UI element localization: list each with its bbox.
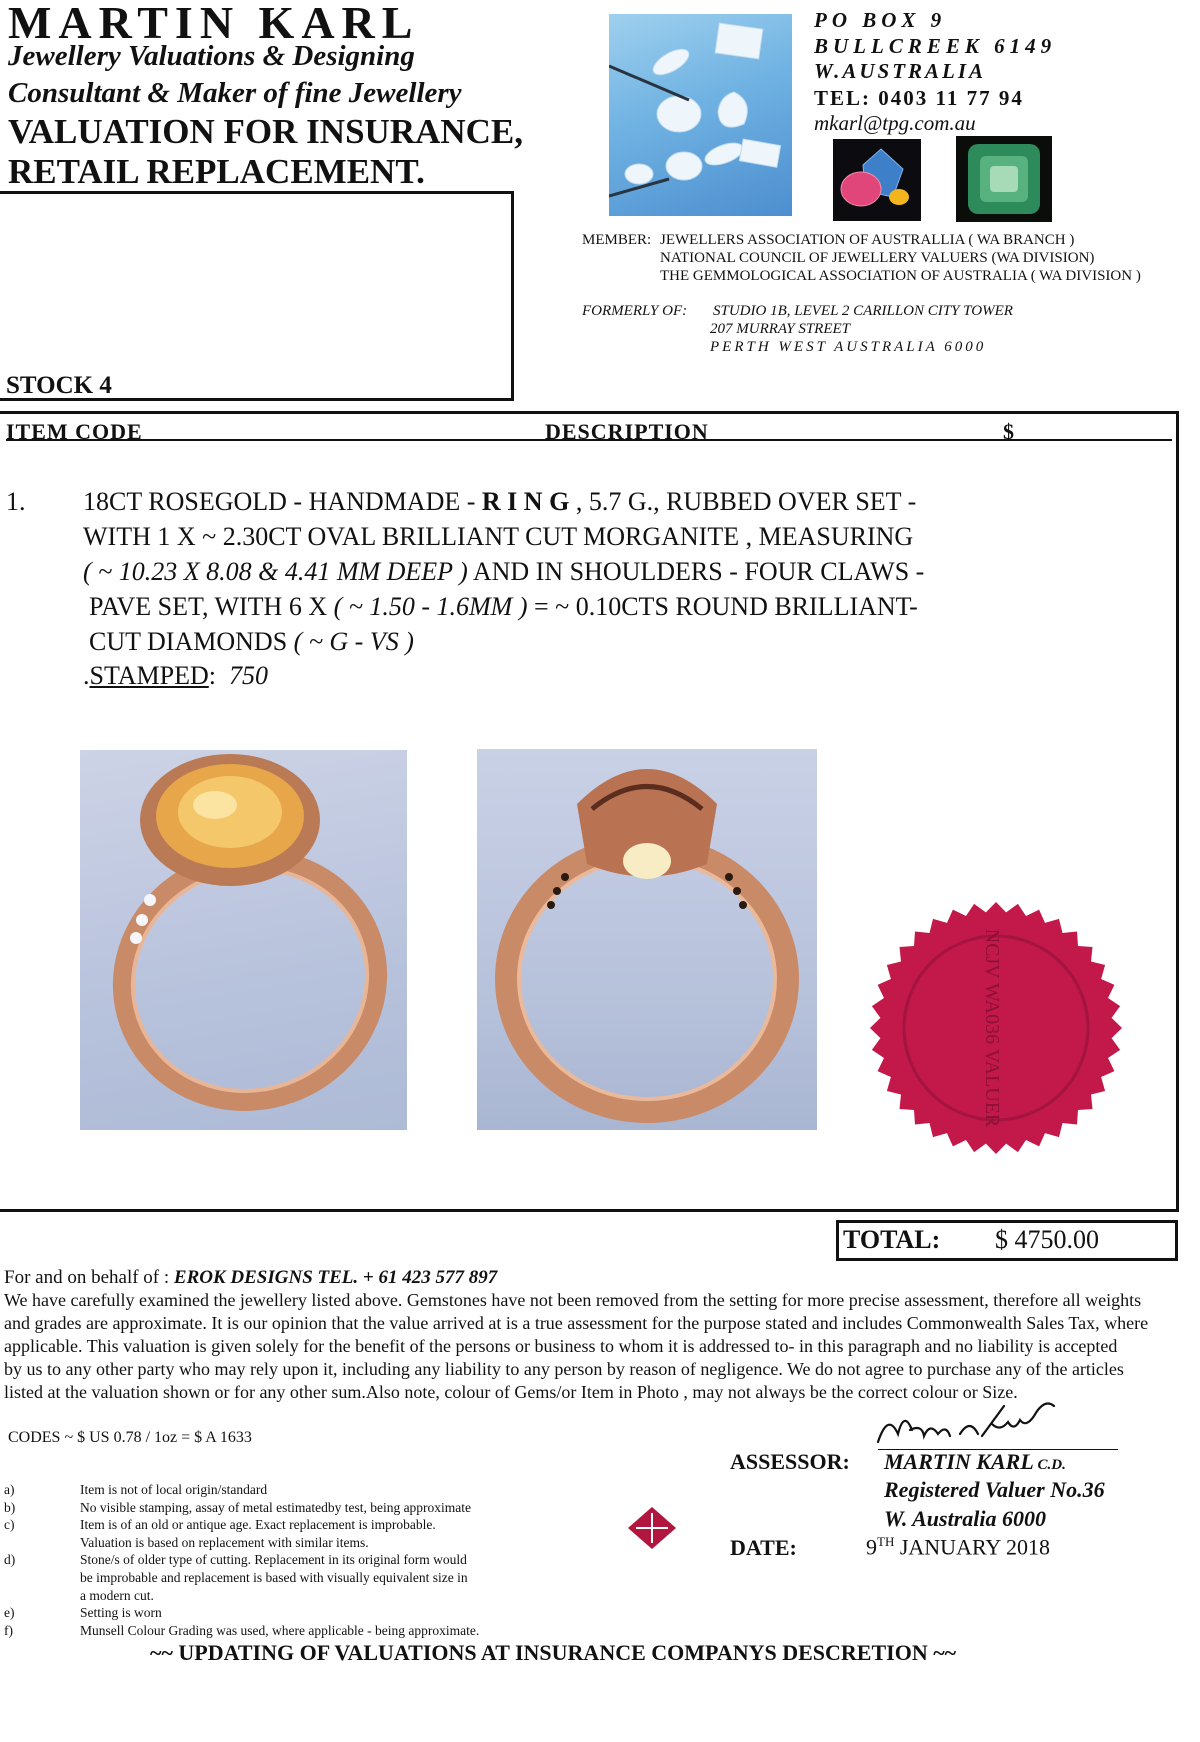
- disclaimer-line: applicable. This valuation is given solely for the benefit of the persons or business to whom it is addressed to- in this paragraph and no liability is accepted: [4, 1336, 1118, 1356]
- disclaimer-line: listed at the valuation shown or for any other sum.Also note, colour of Gems/or Item in Photo , may not always be the correct colour or Size.: [4, 1382, 1018, 1402]
- formerly-line: STUDIO 1B, LEVEL 2 CARILLON CITY TOWER: [713, 303, 1013, 319]
- item-description-line-1: 18CT ROSEGOLD - HANDMADE - R I N G , 5.7 G., RUBBED OVER SET -: [83, 487, 917, 516]
- code-key: b): [4, 1499, 16, 1515]
- code-description: Setting is worn: [80, 1605, 162, 1621]
- header-divider: [6, 439, 1172, 441]
- code-key: d): [4, 1552, 16, 1568]
- item-description-line-2: WITH 1 X ~ 2.30CT OVAL BRILLIANT CUT MORGANITE , MEASURING: [83, 522, 914, 551]
- code-key: f): [4, 1622, 13, 1638]
- assessor-location: W. Australia 6000: [884, 1506, 1046, 1531]
- document-title-line-1: VALUATION FOR INSURANCE,: [8, 112, 524, 151]
- ring-photo-side: [80, 750, 407, 1130]
- valuation-date: 9TH JANUARY 2018: [866, 1534, 1050, 1560]
- tagline-2: Consultant & Maker of fine Jewellery: [8, 77, 462, 109]
- total-label: TOTAL:: [843, 1225, 941, 1254]
- address-state: W.AUSTRALIA: [814, 59, 987, 83]
- code-description: Stone/s of older type of cutting. Replacement in its original form would: [80, 1552, 467, 1568]
- disclaimer-line: and grades are approximate. It is our opinion that the value arrived at is a true assessment for the purpose stated and includes Commonwealth Sales Tax, where: [4, 1313, 1149, 1333]
- diamonds-photo: [609, 14, 792, 216]
- membership-line: JEWELLERS ASSOCIATION OF AUSTRALLIA ( WA BRANCH ): [660, 232, 1075, 248]
- seal-text: NCJV WA036 VALUER: [981, 928, 1003, 1128]
- document-title-line-2: RETAIL REPLACEMENT.: [8, 152, 425, 191]
- formerly-label: FORMERLY OF:: [582, 303, 688, 319]
- wax-seal-stamp: [866, 898, 1126, 1158]
- disclaimer-line: by us to any other party who may rely upon it, including any liability to any person by reason of negligence. We do not agree to purchase any of the articles: [4, 1359, 1124, 1379]
- date-label: DATE:: [730, 1535, 797, 1560]
- item-stamp: .STAMPED: 750: [83, 661, 269, 690]
- tagline-1: Jewellery Valuations & Designing: [8, 40, 415, 72]
- address-suburb: BULLCREEK 6149: [814, 34, 1057, 58]
- assessor-signature: [870, 1400, 1090, 1456]
- code-key: e): [4, 1605, 15, 1621]
- code-description: a modern cut.: [80, 1587, 154, 1603]
- business-name: MARTIN KARL: [8, 0, 420, 48]
- item-description-line-3: ( ~ 10.23 X 8.08 & 4.41 MM DEEP ) AND IN SHOULDERS - FOUR CLAWS -: [83, 557, 925, 586]
- coloured-gems-photo: [833, 139, 921, 221]
- address-po-box: PO BOX 9: [814, 8, 947, 32]
- total-value: $ 4750.00: [995, 1225, 1099, 1254]
- code-description: Item is of an old or antique age. Exact replacement is improbable.: [80, 1517, 436, 1533]
- stock-box: [0, 191, 514, 401]
- column-header-item-code: ITEM CODE: [6, 419, 143, 444]
- item-number: 1.: [6, 487, 26, 516]
- membership-line: THE GEMMOLOGICAL ASSOCIATION OF AUSTRALIA ( WA DIVISION ): [660, 268, 1141, 284]
- assessor-name: MARTIN KARL C.D.: [884, 1449, 1066, 1474]
- code-description: be improbable and replacement is based with visually equivalent size in: [80, 1570, 468, 1585]
- formerly-line: PERTH WEST AUSTRALIA 6000: [710, 339, 987, 355]
- assessor-registration: Registered Valuer No.36: [884, 1477, 1105, 1502]
- column-header-description: DESCRIPTION: [545, 419, 709, 444]
- green-gem-photo: [956, 136, 1052, 222]
- code-key: c): [4, 1517, 15, 1533]
- code-key: a): [4, 1482, 15, 1497]
- on-behalf-of: For and on behalf of : EROK DESIGNS TEL. + 61 423 577 897: [4, 1267, 498, 1288]
- item-description-line-5: CUT DIAMONDS ( ~ G - VS ): [89, 627, 414, 656]
- membership-label: MEMBER:: [582, 232, 652, 248]
- ring-photo-back: [477, 749, 817, 1130]
- footer-notice: ~~ UPDATING OF VALUATIONS AT INSURANCE COMPANYS DESCRETION ~~: [150, 1640, 957, 1665]
- code-description: No visible stamping, assay of metal estimatedby test, being approximate: [80, 1499, 472, 1515]
- email-address: mkarl@tpg.com.au: [814, 111, 976, 135]
- code-description: Valuation is based on replacement with similar items.: [80, 1534, 369, 1550]
- diamond-emblem-icon: [626, 1505, 678, 1551]
- code-description: Munsell Colour Grading was used, where applicable - being approximate.: [80, 1622, 480, 1638]
- formerly-line: 207 MURRAY STREET: [710, 321, 851, 337]
- code-description: Item is not of local origin/standard: [80, 1482, 268, 1497]
- phone-number: TEL: 0403 11 77 94: [814, 86, 1024, 110]
- membership-line: NATIONAL COUNCIL OF JEWELLERY VALUERS (WA DIVISION): [660, 250, 1095, 266]
- column-header-price: $: [1003, 419, 1014, 444]
- assessor-label: ASSESSOR:: [730, 1449, 850, 1474]
- stock-number: STOCK 4: [6, 372, 112, 399]
- item-description-line-4: PAVE SET, WITH 6 X ( ~ 1.50 - 1.6MM ) = ~ 0.10CTS ROUND BRILLIANT-: [89, 592, 918, 621]
- disclaimer-line: We have carefully examined the jewellery listed above. Gemstones have not been removed from the setting for more precise assessment, therefore all weights: [4, 1290, 1142, 1310]
- codes-title: CODES ~ $ US 0.78 / 1oz = $ A 1633: [8, 1429, 252, 1446]
